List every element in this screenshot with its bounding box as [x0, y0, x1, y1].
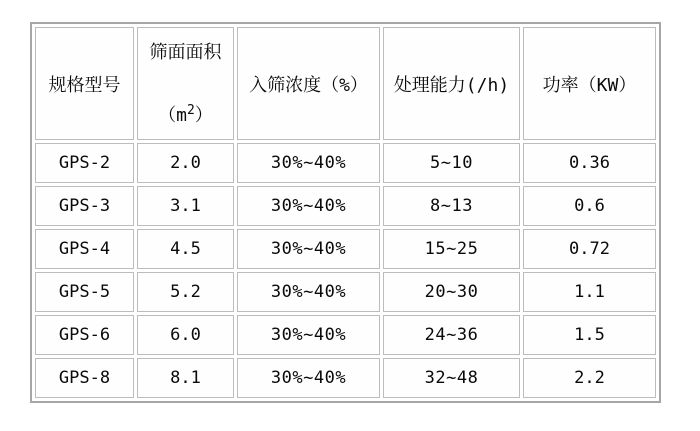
cell-power: 0.6: [523, 186, 656, 226]
table-row: [35, 358, 656, 398]
cell-power: 0.36: [523, 143, 656, 183]
cell-concentration: 30%~40%: [237, 358, 380, 398]
header-screen-area-line1: 筛面面积: [149, 42, 222, 63]
cell-area: 5.2: [137, 272, 234, 312]
header-power: 功率（KW）: [523, 27, 656, 140]
cell-capacity: 15~25: [383, 229, 520, 269]
cell-capacity: 24~36: [383, 315, 520, 355]
table-header: [35, 27, 656, 140]
header-row: [35, 27, 656, 140]
table-body: [35, 143, 656, 398]
header-screen-area-unit: [158, 101, 213, 127]
cell-capacity: 5~10: [383, 143, 520, 183]
cell-power: 1.1: [523, 272, 656, 312]
header-capacity: 处理能力(/h): [383, 27, 520, 140]
cell-concentration: 30%~40%: [237, 143, 380, 183]
cell-model: GPS-6: [35, 315, 134, 355]
cell-concentration: 30%~40%: [237, 315, 380, 355]
table-row: [35, 315, 656, 355]
header-screen-area-content: [138, 32, 233, 135]
table-row: [35, 229, 656, 269]
header-screen-area: [137, 27, 234, 140]
cell-power: 2.2: [523, 358, 656, 398]
table-row: [35, 272, 656, 312]
cell-capacity: 8~13: [383, 186, 520, 226]
cell-concentration: 30%~40%: [237, 229, 380, 269]
header-concentration: 入筛浓度（%）: [237, 27, 380, 140]
cell-concentration: 30%~40%: [237, 272, 380, 312]
cell-model: GPS-4: [35, 229, 134, 269]
cell-power: 1.5: [523, 315, 656, 355]
spec-table: [30, 22, 661, 403]
cell-concentration: 30%~40%: [237, 186, 380, 226]
header-screen-area-unit-sup: 2: [187, 103, 195, 118]
cell-model: GPS-3: [35, 186, 134, 226]
cell-area: 4.5: [137, 229, 234, 269]
header-model: 规格型号: [35, 27, 134, 140]
header-screen-area-unit-suffix: ）: [194, 105, 213, 126]
cell-power: 0.72: [523, 229, 656, 269]
table-row: [35, 186, 656, 226]
cell-model: GPS-8: [35, 358, 134, 398]
cell-area: 6.0: [137, 315, 234, 355]
header-screen-area-unit-prefix: （m: [158, 105, 187, 126]
cell-area: 2.0: [137, 143, 234, 183]
cell-capacity: 32~48: [383, 358, 520, 398]
cell-model: GPS-5: [35, 272, 134, 312]
cell-area: 8.1: [137, 358, 234, 398]
table-row: [35, 143, 656, 183]
cell-model: GPS-2: [35, 143, 134, 183]
cell-capacity: 20~30: [383, 272, 520, 312]
spec-table-container: [30, 22, 661, 403]
cell-area: 3.1: [137, 186, 234, 226]
